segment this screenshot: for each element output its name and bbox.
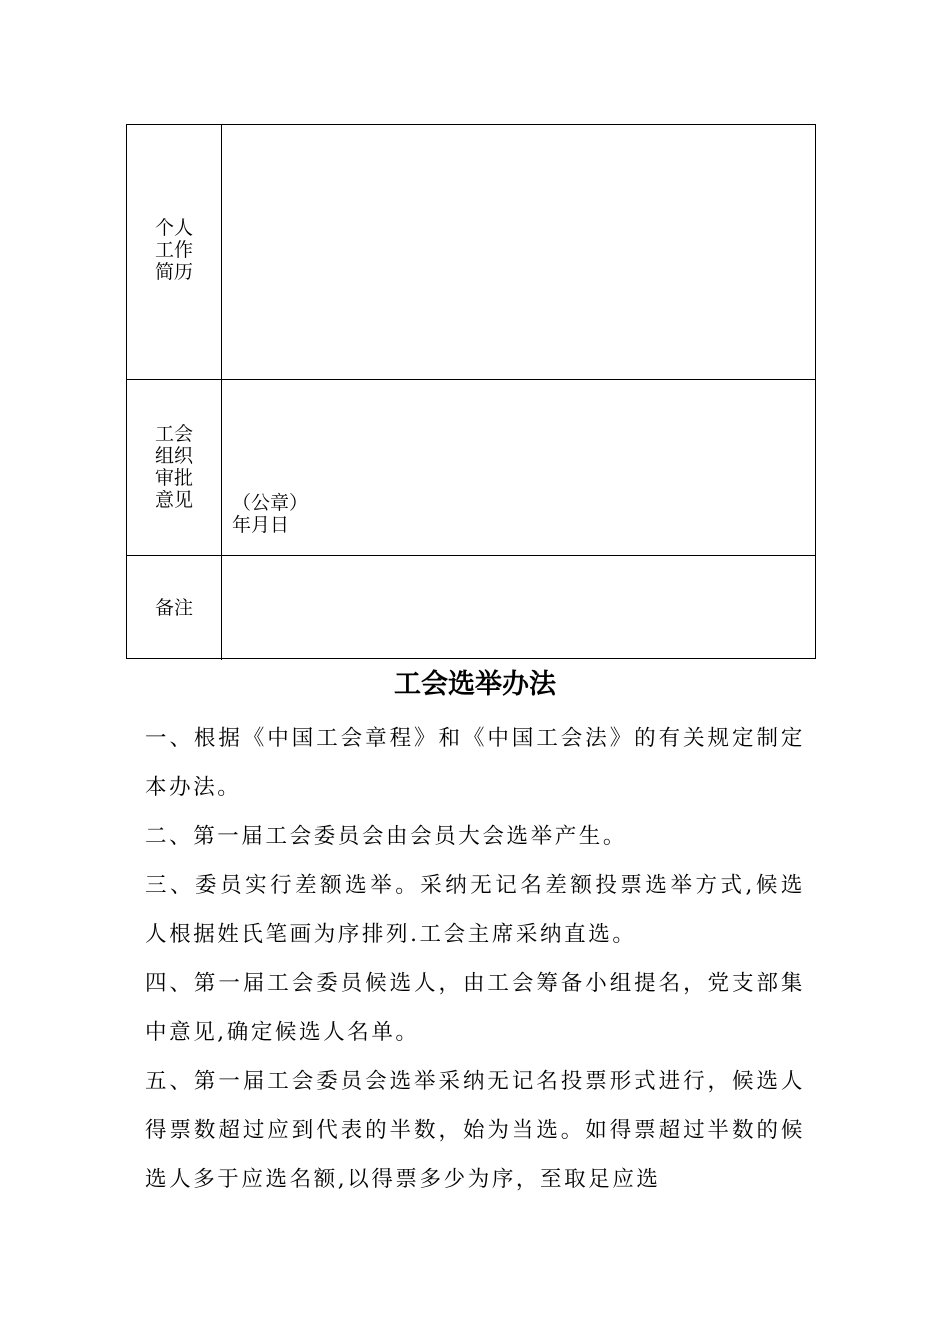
- work-history-field[interactable]: [222, 125, 815, 379]
- union-approval-label-cell: [127, 380, 222, 555]
- remarks-label: 备注: [155, 597, 194, 619]
- work-history-row: [127, 125, 815, 380]
- official-seal-text: （公章）: [232, 492, 309, 514]
- work-history-label-cell: [127, 125, 222, 379]
- union-approval-label: 工会组织审批意见: [155, 423, 194, 511]
- approval-date-text: 年月日: [232, 514, 290, 536]
- work-history-label: 个人工作简历: [155, 217, 194, 283]
- registration-form-table: [126, 124, 816, 659]
- union-approval-field[interactable]: [222, 380, 815, 555]
- rule-paragraph-4: 四、第一届工会委员候选人，由工会筹备小组提名，党支部集中意见,确定候选人名单。: [145, 971, 805, 1045]
- rule-paragraph-3: 三、委员实行差额选举。采纳无记名差额投票选举方式,候选人根据姓氏笔画为序排列.工会主席采纳直选。: [145, 873, 805, 947]
- union-approval-row: [127, 380, 815, 556]
- remarks-label-cell: [127, 556, 222, 660]
- rule-paragraph-2: 二、第一届工会委员会由会员大会选举产生。: [145, 824, 628, 849]
- rule-paragraph-1: 一、根据《中国工会章程》和《中国工会法》的有关规定制定本办法。: [145, 726, 805, 800]
- election-rules-body: [145, 714, 805, 1204]
- remarks-row: [127, 556, 815, 660]
- document-title: 工会选举办法: [394, 669, 556, 700]
- rule-paragraph-5: 五、第一届工会委员会选举采纳无记名投票形式进行，候选人得票数超过应到代表的半数，始为当选。如得票超过半数的候选人多于应选名额,以得票多少为序，至取足应选: [145, 1069, 805, 1192]
- remarks-field[interactable]: [222, 556, 815, 660]
